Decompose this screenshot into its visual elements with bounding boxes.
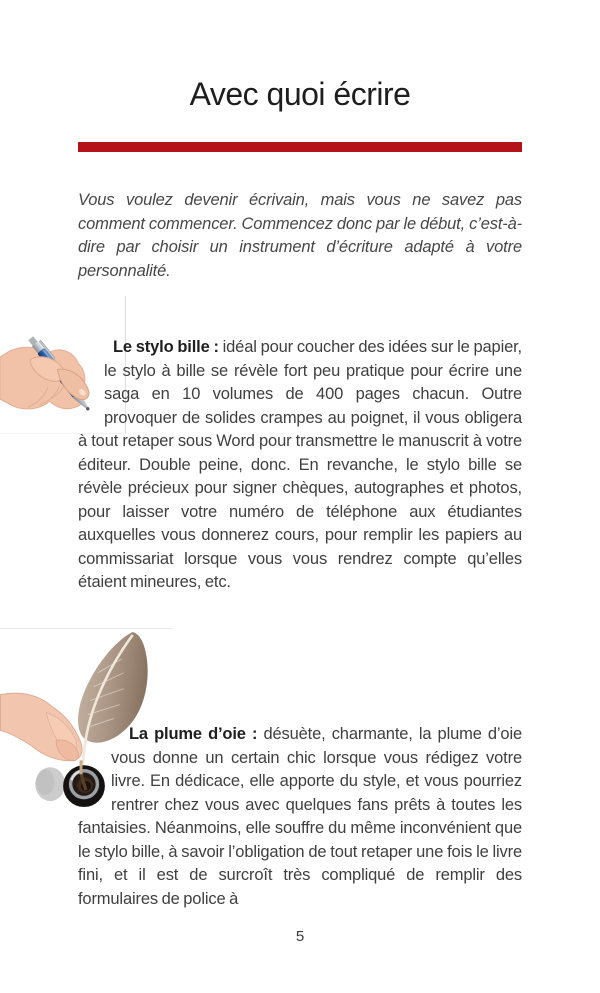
paragraph-body: désuète, charmante, la plume d’oie vous donne un certain chic lorsque vous rédigez votre livre. En dédicace, elle apporte du style, et vous pourriez rentrer chez vous avec quelques fans prêts à toutes les fantaisies. Néanmoins, elle souffre du même inconvénient que le stylo bille, à savoir l’obligation de tout retaper une fois le livre fini, et il est de surcroît très compliqué de remplir des formulaires de police à (78, 725, 522, 908)
paragraph-stylo-bille (78, 336, 522, 595)
paragraph-plume-oie (78, 723, 522, 911)
chapter-title: Avec quoi écrire (189, 76, 411, 112)
title-rule (78, 142, 522, 152)
text-wrap-spacer (78, 336, 104, 430)
paragraph-lead: Le stylo bille : (113, 338, 223, 356)
intro-paragraph: Vous voulez devenir écrivain, mais vous ne savez pas comment commencer. Commencez donc par le début, c’est-à-dire par choisir un instrument d’écriture adapté à votre personnalité. (78, 191, 522, 280)
text-wrap-spacer (78, 723, 111, 794)
paragraph-body: idéal pour coucher des idées sur le papier, le stylo à bille se révèle fort peu pratique pour écrire une saga en 10 volumes de 400 pages chacun. Outre provoquer de solides crampes au poignet, il vous obligera à tout retaper sous Word pour transmettre le manuscrit à votre éditeur. Double peine, donc. En revanche, le stylo bille se révèle précieux pour signer chèques, autographes et photos, pour laisser votre numéro de téléphone aux étudiantes auxquelles vous donnerez cours, pour remplir les papiers au commissariat lorsque vous vous rendrez compte qu’elles étaient mineures, etc. (78, 338, 522, 591)
page-number: 5 (295, 928, 305, 945)
paragraph-lead: La plume d’oie : (129, 725, 264, 743)
